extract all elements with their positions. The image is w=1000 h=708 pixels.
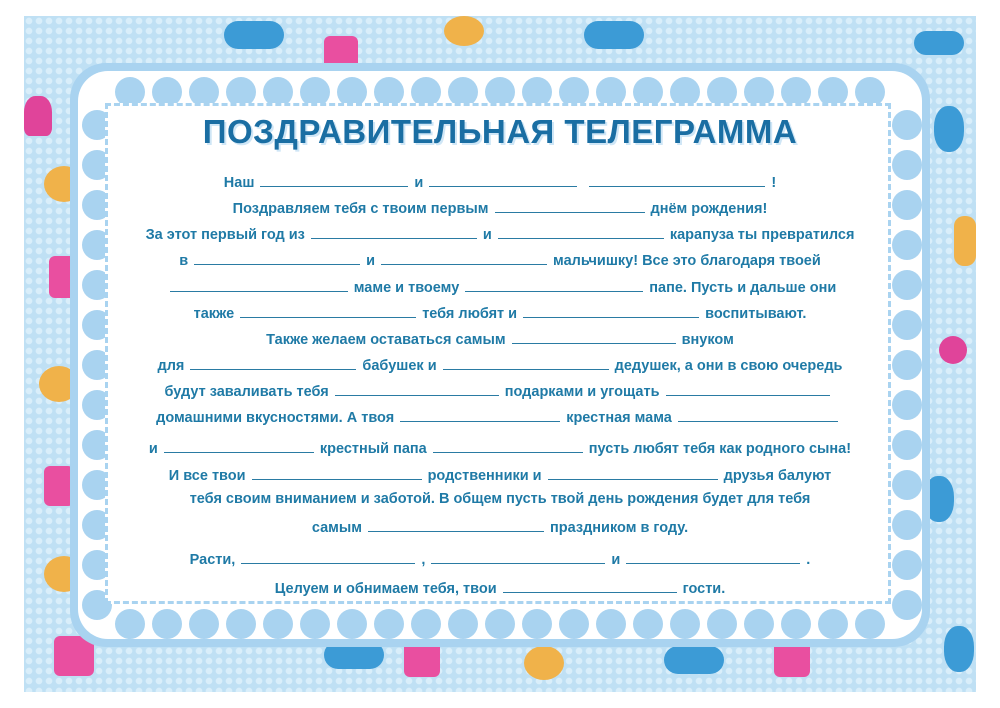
- line-text: друзья балуют: [723, 468, 832, 484]
- line-text: для: [157, 358, 185, 374]
- line-text: в: [179, 253, 189, 269]
- line-text: и: [148, 441, 158, 457]
- fill-in-blank[interactable]: [240, 303, 416, 318]
- line-text: бабушек и: [362, 358, 437, 374]
- fill-in-blank[interactable]: [626, 549, 800, 564]
- text-line: [0, 224, 1000, 243]
- line-text: праздником в году.: [550, 520, 689, 536]
- line-text: домашними вкусностями. А твоя: [156, 410, 395, 426]
- fill-in-blank[interactable]: [190, 355, 356, 370]
- foot-icon: [944, 626, 974, 672]
- text-line: [0, 381, 1000, 400]
- line-text: За этот первый год из: [145, 227, 305, 243]
- fill-in-blank[interactable]: [465, 277, 643, 292]
- text-line: [0, 407, 1000, 426]
- fill-in-blank[interactable]: [548, 465, 718, 480]
- duck-icon: [524, 646, 564, 680]
- line-text: тебя любят и: [422, 306, 518, 322]
- fill-in-blank[interactable]: [368, 517, 544, 532]
- fill-in-blank[interactable]: [495, 198, 645, 213]
- text-line: [0, 438, 1000, 457]
- line-text: и: [414, 175, 424, 191]
- line-text: гости.: [682, 581, 726, 597]
- text-line: [0, 329, 1000, 348]
- fill-in-blank[interactable]: [252, 465, 422, 480]
- text-line: [0, 465, 1000, 484]
- line-text: Поздравляем тебя с твоим первым: [232, 201, 489, 217]
- text-line: [0, 355, 1000, 374]
- line-text: Расти,: [189, 552, 236, 568]
- fill-in-blank[interactable]: [400, 407, 560, 422]
- page-title: ПОЗДРАВИТЕЛЬНАЯ ТЕЛЕГРАММА: [202, 113, 798, 150]
- line-text: карапуза ты превратился: [669, 227, 855, 243]
- fill-in-blank[interactable]: [429, 172, 577, 187]
- text-line: [0, 491, 1000, 507]
- text-line: [0, 277, 1000, 296]
- line-text: маме и твоему: [353, 280, 460, 296]
- text-line: [0, 172, 1000, 191]
- fill-in-blank[interactable]: [443, 355, 609, 370]
- line-text: мальчишку! Все это благодаря твоей: [553, 253, 821, 269]
- text-line: [0, 578, 1000, 597]
- fill-in-blank[interactable]: [666, 381, 830, 396]
- line-text: родственники и: [427, 468, 542, 484]
- text-line: [0, 517, 1000, 536]
- line-text: крестная мама: [566, 410, 672, 426]
- line-text: также: [193, 306, 235, 322]
- line-text: И все твои: [168, 468, 246, 484]
- car-icon: [914, 31, 964, 55]
- line-text: пусть любят тебя как родного сына!: [588, 441, 852, 457]
- fill-in-blank[interactable]: [260, 172, 408, 187]
- fill-in-blank[interactable]: [498, 224, 664, 239]
- fill-in-blank[interactable]: [433, 438, 583, 453]
- fill-in-blank[interactable]: [311, 224, 477, 239]
- fill-in-blank[interactable]: [678, 407, 838, 422]
- line-text: внуком: [681, 332, 734, 348]
- line-text: !: [771, 175, 777, 191]
- fill-in-blank[interactable]: [589, 172, 765, 187]
- text-line: [0, 303, 1000, 322]
- text-line: [0, 549, 1000, 568]
- fill-in-blank[interactable]: [194, 250, 360, 265]
- fill-in-blank[interactable]: [381, 250, 547, 265]
- fill-in-blank[interactable]: [164, 438, 314, 453]
- fill-in-blank[interactable]: [241, 549, 415, 564]
- line-text: будут заваливать тебя: [164, 384, 329, 400]
- line-text: днём рождения!: [650, 201, 768, 217]
- line-text: Наш: [223, 175, 255, 191]
- line-text: дедушек, а они в свою очередь: [614, 358, 843, 374]
- line-text: воспитывают.: [705, 306, 807, 322]
- fill-in-blank[interactable]: [170, 277, 348, 292]
- line-text: и: [482, 227, 492, 243]
- fill-in-blank[interactable]: [431, 549, 605, 564]
- fill-in-blank[interactable]: [523, 303, 699, 318]
- fill-in-blank[interactable]: [335, 381, 499, 396]
- line-text: ,: [421, 552, 426, 568]
- text-line: [0, 198, 1000, 217]
- car-icon: [584, 21, 644, 49]
- line-text: Также желаем оставаться самым: [266, 332, 506, 348]
- line-text: Целуем и обнимаем тебя, твои: [274, 581, 497, 597]
- line-text: тебя своим вниманием и заботой. В общем пусть твой день рождения будет для тебя: [189, 491, 811, 507]
- fill-in-blank[interactable]: [503, 578, 677, 593]
- fill-in-blank[interactable]: [512, 329, 676, 344]
- car-icon: [224, 21, 284, 49]
- line-text: подарками и угощать: [504, 384, 660, 400]
- car-icon: [664, 646, 724, 674]
- line-text: и: [611, 552, 621, 568]
- line-text: и: [366, 253, 376, 269]
- line-text: самым: [311, 520, 363, 536]
- line-text: .: [806, 552, 811, 568]
- duck-icon: [444, 16, 484, 46]
- line-text: папе. Пусть и дальше они: [649, 280, 837, 296]
- line-text: крестный папа: [319, 441, 427, 457]
- text-line: [0, 250, 1000, 269]
